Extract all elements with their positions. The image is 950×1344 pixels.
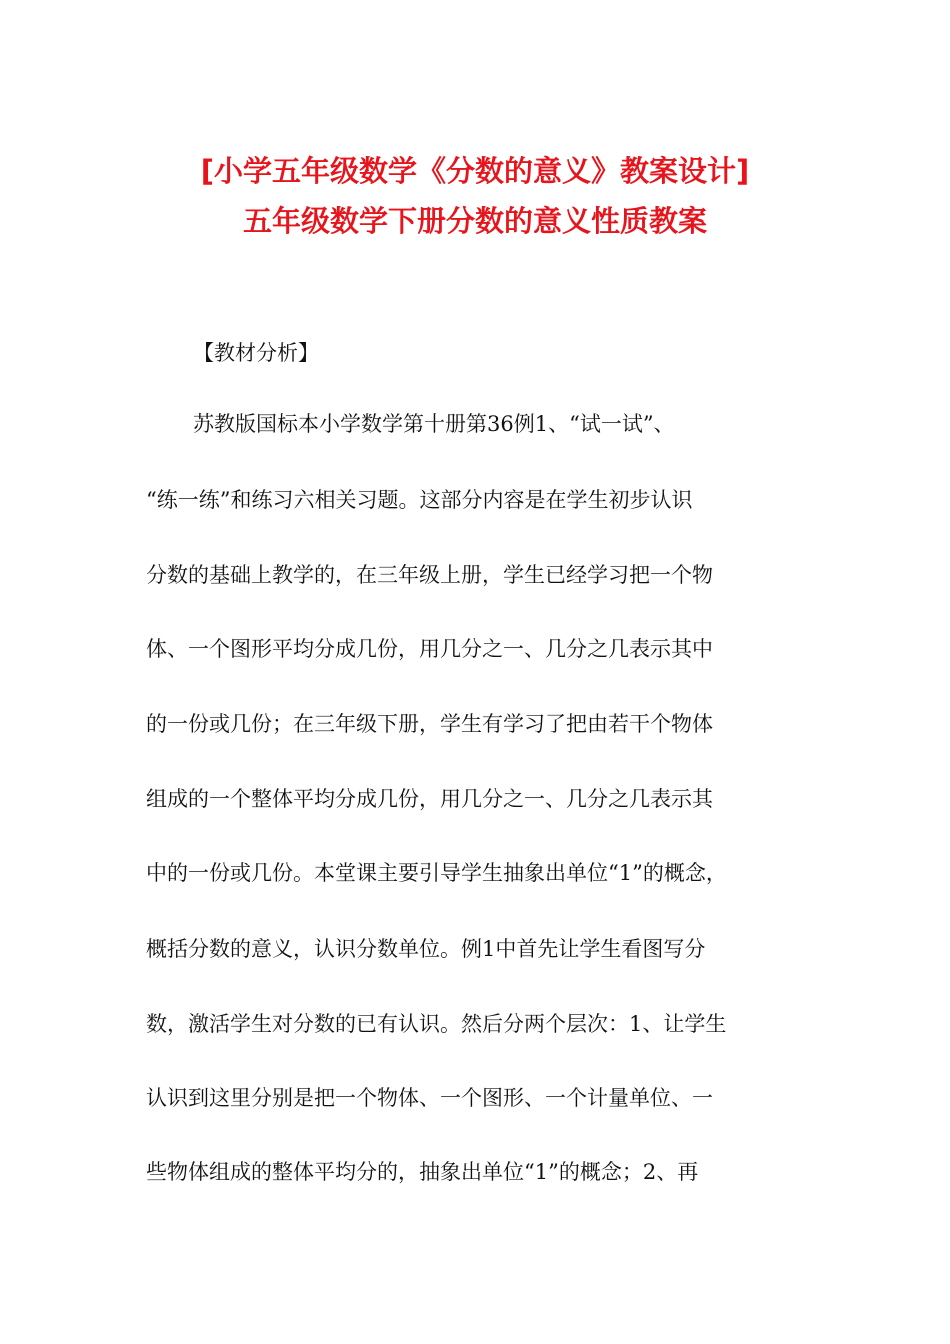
paragraph-line: 苏教版国标本小学数学第十册第36例1、“试一试”、 <box>193 412 675 436</box>
paragraph-line: “练一练”和练习六相关习题。这部分内容是在学生初步认识 <box>146 488 693 512</box>
document-title-line-1: [小学五年级数学《分数的意义》教案设计] <box>200 154 750 188</box>
paragraph-line: 分数的基础上教学的，在三年级上册，学生已经学习把一个物 <box>146 563 713 587</box>
paragraph-line: 的一份或几份；在三年级下册，学生有学习了把由若干个物体 <box>146 712 713 736</box>
paragraph-line: 中的一份或几份。本堂课主要引导学生抽象出单位“1”的概念， <box>146 861 727 885</box>
document-title-line-2: 五年级数学下册分数的意义性质教案 <box>242 204 707 238</box>
paragraph-line: 组成的一个整体平均分成几份，用几分之一、几分之几表示其 <box>146 787 713 811</box>
paragraph-line: 认识到这里分别是把一个物体、一个图形、一个计量单位、一 <box>146 1086 713 1110</box>
section-heading: 【教材分析】 <box>193 341 319 365</box>
paragraph-line: 些物体组成的整体平均分的，抽象出单位“1”的概念；2、再 <box>146 1160 699 1184</box>
paragraph-line: 概括分数的意义，认识分数单位。例1中首先让学生看图写分 <box>146 937 706 961</box>
paragraph-line: 数，激活学生对分数的已有认识。然后分两个层次：1、让学生 <box>146 1012 727 1036</box>
paragraph-line: 体、一个图形平均分成几份，用几分之一、几分之几表示其中 <box>146 637 713 661</box>
